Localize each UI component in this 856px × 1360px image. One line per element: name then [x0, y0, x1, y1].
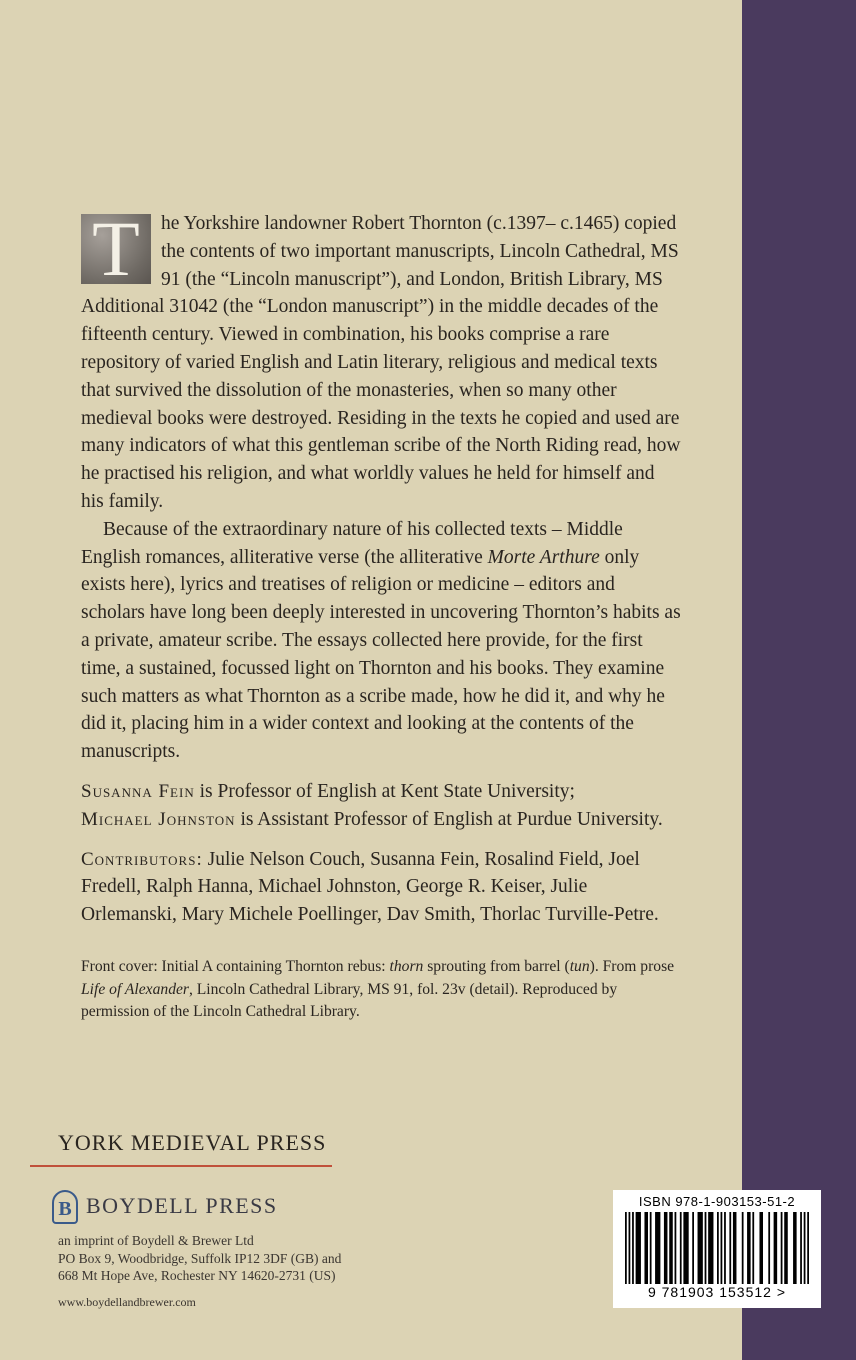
- barcode-bar: [742, 1212, 744, 1288]
- blurb-paragraph-1: [81, 205, 681, 516]
- barcode-bar: [708, 1212, 713, 1288]
- barcode-bar: [781, 1212, 783, 1288]
- barcode-bar: [680, 1212, 682, 1288]
- isbn-label: ISBN 978-1-903153-51-2: [638, 1194, 796, 1209]
- barcode-bar: [636, 1212, 641, 1288]
- website-url: www.boydellandbrewer.com: [58, 1295, 196, 1309]
- credit-italic-title: Life of Alexander: [81, 980, 189, 998]
- credit-text-d: , Lincoln Cathedral Library, MS 91, fol. 23v (detail). Reproduced by permission of the Lincoln Cathedral Library.: [81, 980, 618, 1020]
- barcode-bar: [768, 1212, 770, 1288]
- credit-text-a: Front cover: Initial A containing Thornton rebus:: [81, 958, 390, 975]
- barcode-bar: [784, 1212, 788, 1288]
- cover-credit: [81, 956, 681, 1024]
- publisher-name: BOYDELL PRESS: [86, 1193, 278, 1218]
- credit-text-c: ). From prose: [589, 958, 675, 975]
- paragraph-1-text: he Yorkshire landowner Robert Thornton (c.1397– c.1465) copied the contents of two important manuscripts, Lincoln Cathedral, MS 91 (the “Lincoln manuscript”), and London, British Library, MS Additional 31042 (the “London manuscript”) in the middle decades of the fifteenth century. Viewed in combination, his books comprise a rare repository of varied English and Latin literary, religious and medical texts that survived the dissolution of the monasteries, when so many other medieval books were destroyed. Residing in the texts he copied and used are many indicators of what this gentleman scribe of the North Riding read, how he practised his religion, and what worldly values he held for himself and his family.: [81, 213, 681, 512]
- barcode-bar: [650, 1212, 652, 1288]
- series-name: YORK MEDIEVAL PRESS: [58, 1130, 327, 1155]
- blurb-text: [81, 205, 681, 929]
- barcode-bar: [804, 1212, 806, 1288]
- barcode-bar: [759, 1212, 763, 1288]
- barcode-bar: [717, 1212, 719, 1288]
- credit-italic-tun: tun: [569, 958, 590, 975]
- title-morte-arthure: Morte Arthure: [487, 546, 600, 568]
- barcode-bar: [698, 1212, 703, 1288]
- credit-italic-thorn: thorn: [389, 958, 424, 975]
- barcode-bar: [774, 1212, 778, 1288]
- barcode-bar: [625, 1212, 627, 1288]
- barcode-bar: [632, 1212, 634, 1288]
- editor-name-1: Susanna Fein: [81, 780, 195, 802]
- barcode-bar: [800, 1212, 802, 1288]
- contributors-label: Contributors:: [81, 848, 203, 870]
- paragraph-2-text-a: Because of the extraordinary nature of his collected texts – Middle English romances, alliterative verse (the alliterative: [81, 518, 623, 568]
- spine-band: [742, 0, 856, 1360]
- barcode-bar: [733, 1212, 737, 1288]
- imprint-line: an imprint of Boydell & Brewer Ltd: [58, 1233, 254, 1248]
- barcode-bar: [675, 1212, 677, 1288]
- barcode-bar: [752, 1212, 754, 1288]
- boydell-logo-icon: B: [52, 1190, 78, 1224]
- editors-bio: [81, 778, 681, 834]
- barcode-bar: [692, 1212, 694, 1288]
- isbn-barcode: [613, 1190, 821, 1308]
- barcode-bar: [669, 1212, 673, 1288]
- address-line-2: 668 Mt Hope Ave, Rochester NY 14620-2731 (US): [58, 1268, 336, 1283]
- credit-text-b: sprouting from barrel (: [423, 958, 570, 975]
- editor-bio-2: is Assistant Professor of English at Purdue University.: [235, 808, 663, 830]
- contributors-list: Julie Nelson Couch, Susanna Fein, Rosalind Field, Joel Fredell, Ralph Hanna, Michael Johnston, George R. Keiser, Julie Orlemanski, Mary Michele Poellinger, Dav Smith, Thorlac Turville-Petre.: [81, 848, 659, 926]
- barcode-bar: [705, 1212, 707, 1288]
- barcode-bar: [724, 1212, 726, 1288]
- contributors: [81, 846, 681, 929]
- barcode-bar: [629, 1212, 631, 1288]
- barcode-bar: [721, 1212, 723, 1288]
- barcode-bar: [644, 1212, 648, 1288]
- drop-cap-initial: T: [81, 214, 151, 284]
- barcode-bars: [623, 1212, 811, 1288]
- barcode-bar: [807, 1212, 809, 1288]
- barcode-bar: [655, 1212, 660, 1288]
- blurb-paragraph-2: [81, 516, 681, 766]
- barcode-bar: [747, 1212, 751, 1288]
- divider-rule: [30, 1165, 332, 1167]
- barcode-bar: [664, 1212, 668, 1288]
- editor-bio-1: is Professor of English at Kent State University;: [194, 780, 575, 802]
- barcode-digits: 9 781903 153512 >: [613, 1284, 821, 1300]
- barcode-bar: [729, 1212, 731, 1288]
- editor-name-2: Michael Johnston: [81, 808, 236, 830]
- address-line-1: PO Box 9, Woodbridge, Suffolk IP12 3DF (GB) and: [58, 1250, 342, 1266]
- barcode-bar: [683, 1212, 688, 1288]
- barcode-bar: [793, 1212, 797, 1288]
- publisher-address: [58, 1232, 341, 1285]
- paragraph-2-text-b: only exists here), lyrics and treatises of religion or medicine – editors and scholars have long been deeply interested in uncovering Thornton’s habits as a private, amateur scribe. The essays collected here provide, for the first time, a sustained, focussed light on Thornton and his books. They examine such matters as what Thornton as a scribe made, how he did it, and why he did it, placing him in a wider context and looking at the contents of the manuscripts.: [81, 546, 681, 763]
